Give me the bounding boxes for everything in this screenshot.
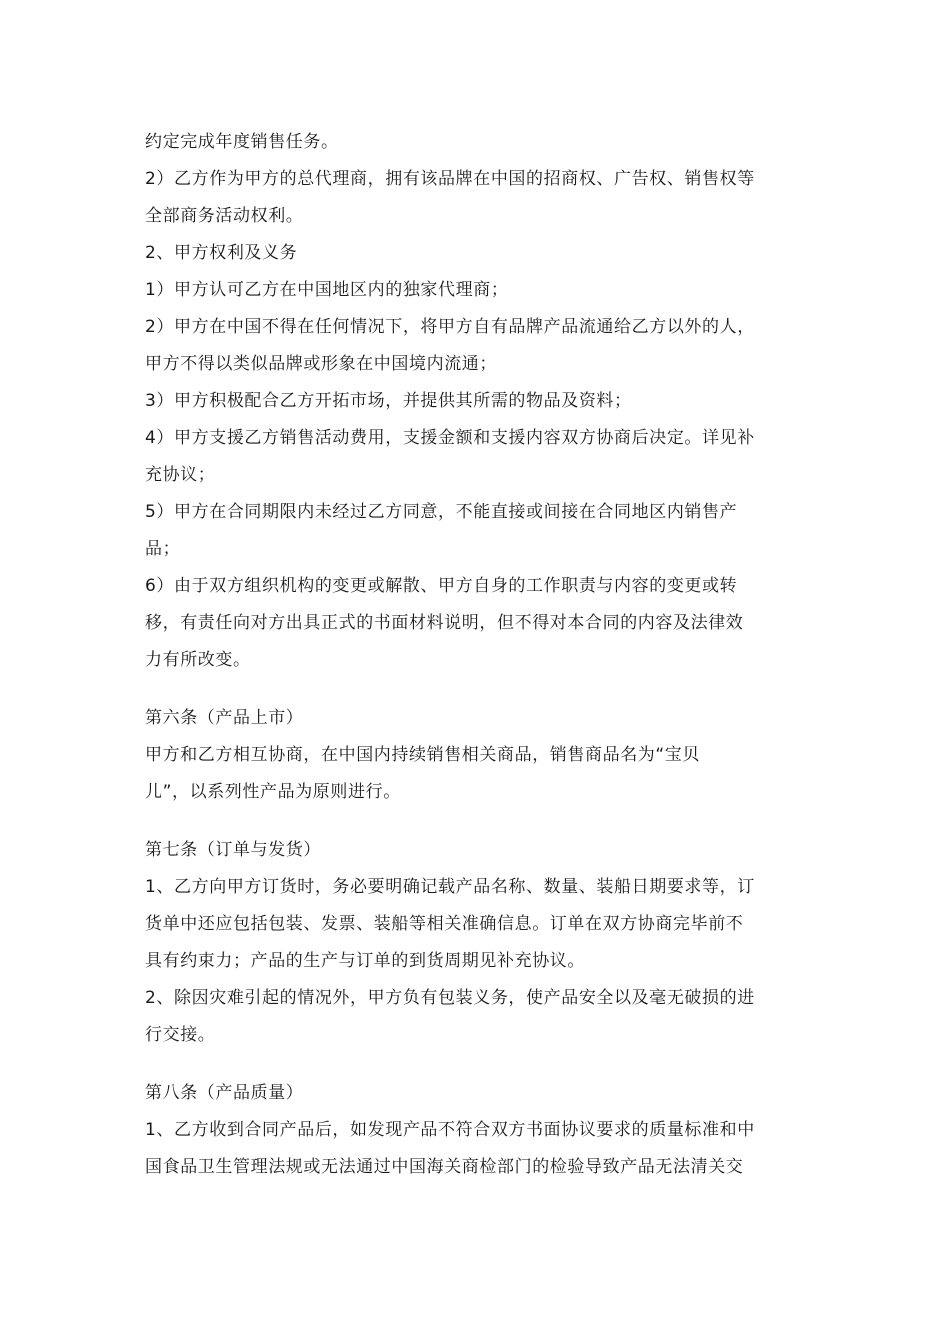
paragraph-line: 力有所改变。 bbox=[145, 650, 251, 670]
paragraph-line: 儿”，以系列性产品为原则进行。 bbox=[145, 782, 401, 802]
section-heading: 2、甲方权利及义务 bbox=[145, 243, 298, 263]
paragraph-spacer bbox=[145, 811, 810, 832]
paragraph-line: 2、除因灾难引起的情况外，甲方负有包装义务，使产品安全以及毫无破损的进 bbox=[145, 988, 755, 1008]
paragraph-line: 充协议； bbox=[145, 465, 216, 485]
paragraph-line: 3）甲方积极配合乙方开拓市场，并提供其所需的物品及资料； bbox=[145, 391, 632, 411]
paragraph-line: 甲方和乙方相互协商，在中国内持续销售相关商品，销售商品名为“宝贝 bbox=[145, 745, 701, 765]
paragraph-spacer bbox=[145, 679, 810, 700]
document-body bbox=[145, 124, 810, 1186]
paragraph-line: 1、乙方收到合同产品后，如发现产品不符合双方书面协议要求的质量标准和中 bbox=[145, 1120, 755, 1140]
article-heading: 第七条（订单与发货） bbox=[145, 840, 321, 860]
paragraph-line: 甲方不得以类似品牌或形象在中国境内流通； bbox=[145, 354, 497, 374]
paragraph-line: 移，有责任向对方出具正式的书面材料说明，但不得对本合同的内容及法律效 bbox=[145, 613, 744, 633]
paragraph-spacer bbox=[145, 1054, 810, 1075]
paragraph-line: 5）甲方在合同期限内未经过乙方同意，不能直接或间接在合同地区内销售产 bbox=[145, 502, 738, 522]
paragraph-line: 2）乙方作为甲方的总代理商，拥有该品牌在中国的招商权、广告权、销售权等 bbox=[145, 169, 755, 189]
paragraph-line: 6）由于双方组织机构的变更或解散、甲方自身的工作职责与内容的变更或转 bbox=[145, 576, 738, 596]
paragraph-line: 1、乙方向甲方订货时，务必要明确记载产品名称、数量、装船日期要求等，订 bbox=[145, 877, 755, 897]
paragraph-line: 货单中还应包括包装、发票、装船等相关准确信息。订单在双方协商完毕前不 bbox=[145, 914, 744, 934]
article-heading: 第六条（产品上市） bbox=[145, 708, 304, 728]
paragraph-line: 全部商务活动权利。 bbox=[145, 206, 304, 226]
paragraph-line: 1）甲方认可乙方在中国地区内的独家代理商； bbox=[145, 280, 509, 300]
paragraph-line: 具有约束力；产品的生产与订单的到货周期见补充协议。 bbox=[145, 951, 585, 971]
paragraph-line: 行交接。 bbox=[145, 1025, 216, 1045]
paragraph-line: 国食品卫生管理法规或无法通过中国海关商检部门的检验导致产品无法清关交 bbox=[145, 1157, 744, 1177]
paragraph-line: 约定完成年度销售任务。 bbox=[145, 132, 339, 152]
paragraph-line: 4）甲方支援乙方销售活动费用，支援金额和支援内容双方协商后决定。详见补 bbox=[145, 428, 755, 448]
paragraph-line: 品； bbox=[145, 539, 181, 559]
article-heading: 第八条（产品质量） bbox=[145, 1083, 304, 1103]
paragraph-line: 2）甲方在中国不得在任何情况下，将甲方自有品牌产品流通给乙方以外的人， bbox=[145, 317, 755, 337]
